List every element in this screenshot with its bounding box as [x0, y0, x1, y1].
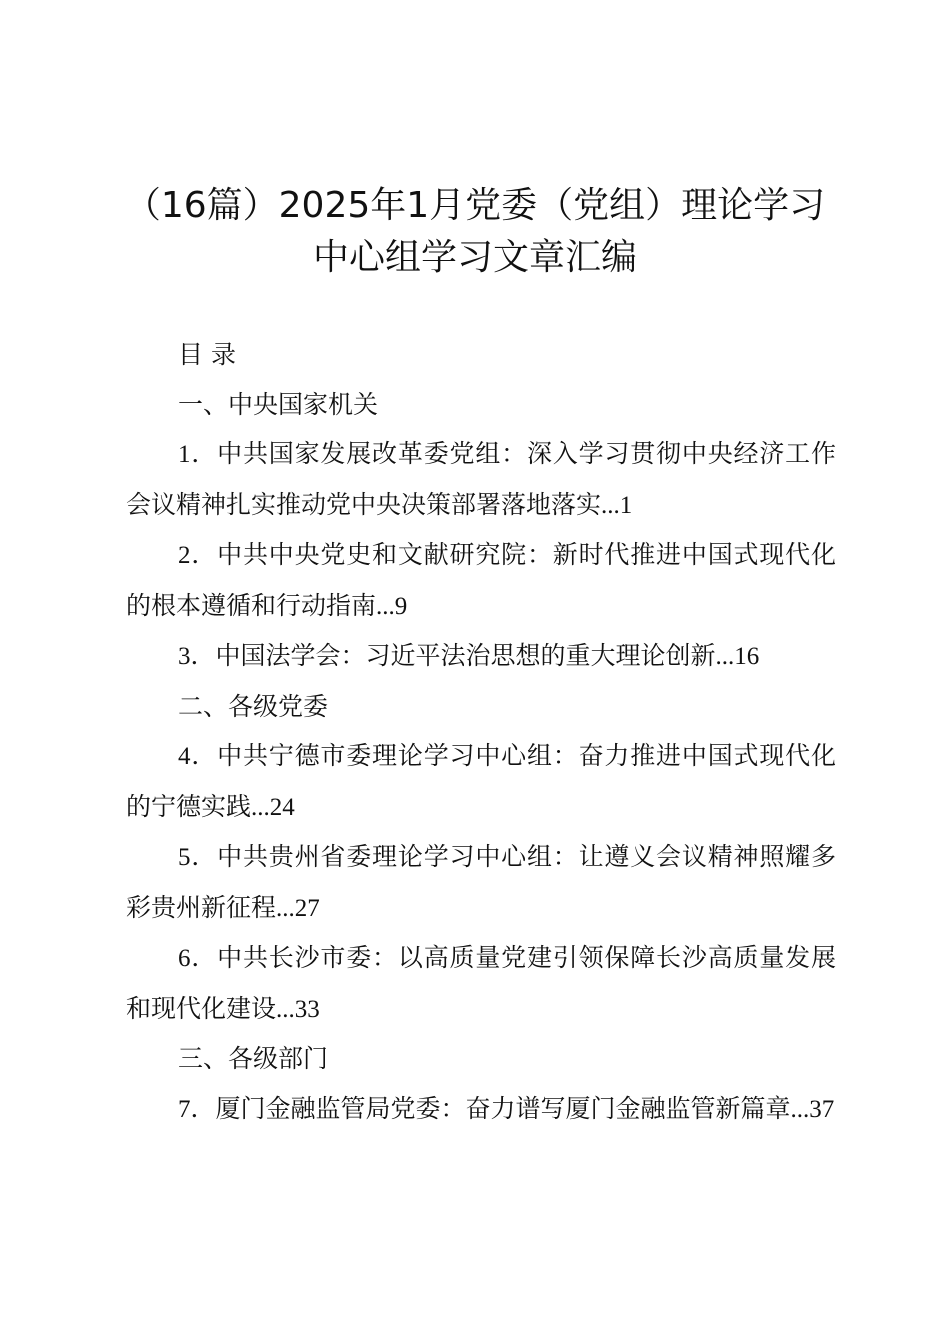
toc-item-leader: ... — [376, 592, 395, 620]
toc-item-page: 9 — [394, 592, 408, 620]
toc-item-title: 厦门金融监管局党委：奋力谱写厦门金融监管新篇章 — [215, 1093, 791, 1123]
toc-item-page: 16 — [734, 643, 760, 670]
toc-item[interactable] — [126, 429, 836, 530]
toc-item-page: 33 — [294, 995, 320, 1023]
toc-item-page: 27 — [294, 894, 320, 922]
toc-item-page: 24 — [269, 793, 295, 821]
toc-item-page: 37 — [809, 1095, 835, 1123]
toc-item-number: 6． — [178, 945, 218, 972]
document-title-line-2: 中心组学习文章汇编 — [312, 237, 637, 278]
toc-item-leader: ... — [790, 1095, 810, 1123]
toc-item[interactable] — [126, 1084, 836, 1135]
toc-item-number: 2． — [178, 542, 218, 569]
toc-item-title: 中共贵州省委理论学习中心组：让遵义会议精神照耀多彩贵州新征程 — [126, 842, 836, 922]
toc-item-leader: ... — [715, 643, 735, 670]
toc-item-title: 中共国家发展改革委党组：深入学习贯彻中央经济工作会议精神扎实推动党中央决策部署落地落实 — [126, 439, 836, 519]
toc-item-number: 4． — [178, 743, 218, 770]
toc-item-number: 1． — [178, 441, 218, 468]
toc-item-title: 中共中央党史和文献研究院：新时代推进中国式现代化的根本遵循和行动指南 — [126, 540, 836, 620]
toc-item[interactable] — [126, 731, 836, 832]
toc-section-label: 三、各级部门 — [178, 1044, 329, 1073]
toc-item-leader: ... — [251, 793, 270, 821]
toc-item[interactable] — [126, 631, 836, 682]
toc-item[interactable] — [126, 530, 836, 631]
toc-item-number: 7． — [178, 1095, 216, 1123]
toc-section-label: 一、中央国家机关 — [178, 389, 379, 419]
toc-item-title: 中共宁德市委理论学习中心组：奋力推进中国式现代化的宁德实践 — [126, 741, 836, 821]
toc-heading: 目 录 — [178, 340, 236, 369]
toc-item[interactable] — [126, 933, 836, 1034]
toc-item-page: 1 — [619, 491, 633, 519]
toc-item-number: 3． — [178, 643, 216, 670]
toc-item-number: 5． — [178, 844, 218, 871]
document-title-line-1: （16篇）2025年1月党委（党组）理论学习 — [124, 185, 826, 226]
toc-item-title: 中共长沙市委：以高质量党建引领保障长沙高质量发展和现代化建设 — [126, 943, 836, 1023]
toc-item-leader: ... — [601, 491, 620, 519]
toc-item-title: 中国法学会：习近平法治思想的重大理论创新 — [215, 641, 716, 670]
toc-item-leader: ... — [276, 995, 295, 1023]
toc-item-leader: ... — [276, 894, 295, 922]
toc-item[interactable] — [126, 832, 836, 933]
toc-section-label: 二、各级党委 — [178, 691, 329, 721]
table-of-contents — [126, 330, 836, 1134]
